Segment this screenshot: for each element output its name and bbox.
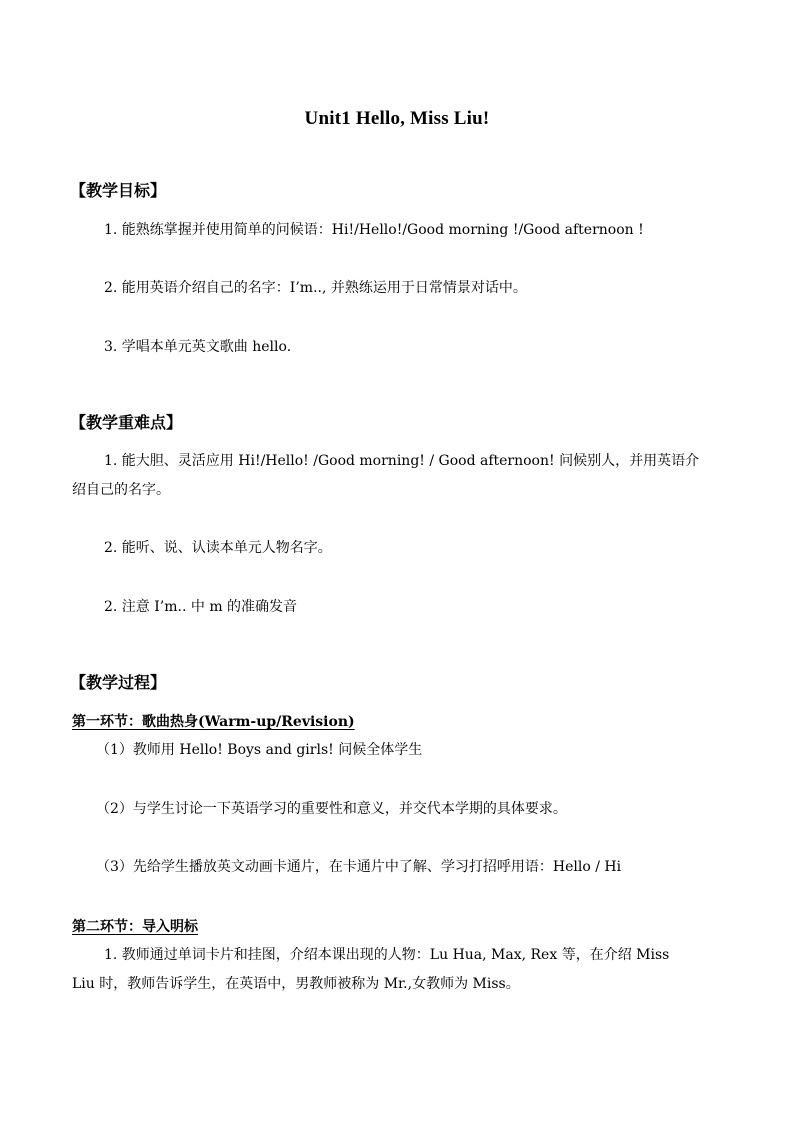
document-title: Unit1 Hello, Miss Liu!: [304, 108, 490, 129]
keypoint-item-1-line-2: 绍自己的名字。: [72, 482, 170, 498]
step-2-title: 第二环节：导入明标: [72, 919, 198, 935]
step-2-item-1-line-1: 1. 教师通过单词卡片和挂图，介绍本课出现的人物：Lu Hua, Max, Rex 等，在介绍 Miss: [104, 947, 670, 963]
objective-item-2: 2. 能用英语介绍自己的名字：I’m.., 并熟练运用于日常情景对话中。: [104, 280, 527, 296]
objective-item-1: 1. 能熟练掌握并使用简单的问候语：Hi!/Hello!/Good morning !/Good afternoon !: [104, 222, 644, 238]
step-1-title: 第一环节：歌曲热身(Warm-up/Revision): [72, 714, 355, 730]
keypoint-item-1-line-1: 1. 能大胆、灵活应用 Hi!/Hello! /Good morning! / Good afternoon! 问候别人，并用英语介: [104, 453, 700, 469]
step-1-item-3: （3）先给学生播放英文动画卡通片，在卡通片中了解、学习打招呼用语：Hello / Hi: [96, 859, 622, 875]
objectives-heading: 【教学目标】: [70, 181, 167, 200]
step-1-item-1: （1）教师用 Hello! Boys and girls! 问候全体学生: [96, 742, 423, 758]
keypoint-item-3: 2. 注意 I’m.. 中 m 的准确发音: [104, 599, 298, 615]
objective-item-3: 3. 学唱本单元英文歌曲 hello.: [104, 339, 292, 355]
step-2-item-1-line-2: Liu 时，教师告诉学生，在英语中，男教师被称为 Mr.,女教师为 Miss。: [72, 976, 520, 992]
process-heading: 【教学过程】: [70, 673, 167, 692]
step-1-item-2: （2）与学生讨论一下英语学习的重要性和意义，并交代本学期的具体要求。: [96, 801, 567, 817]
keypoint-item-2: 2. 能听、说、认读本单元人物名字。: [104, 540, 332, 556]
keypoints-heading: 【教学重难点】: [70, 413, 183, 432]
